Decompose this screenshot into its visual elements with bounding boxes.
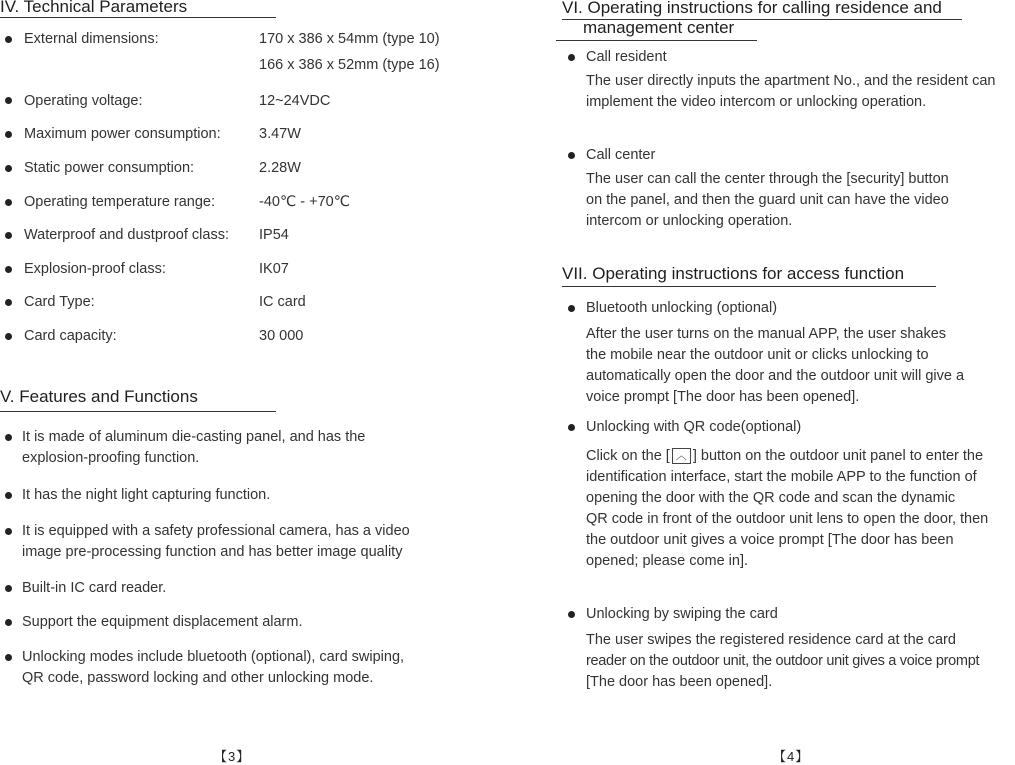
- unlock-key-icon: ︿: [672, 448, 691, 464]
- bullet-icon: [5, 266, 12, 273]
- feature-line: image pre-processing function and has better image quality: [22, 544, 403, 560]
- bullet-icon: [5, 232, 12, 239]
- bullet-icon: [5, 36, 12, 43]
- param-value: -40℃ - +70℃: [259, 194, 351, 210]
- body-line: voice prompt [The door has been opened].: [586, 389, 860, 405]
- body-line: [586, 446, 988, 467]
- body-line: the outdoor unit gives a voice prompt [The door has been: [586, 532, 954, 548]
- feature-line: explosion-proofing function.: [22, 450, 200, 466]
- bullet-icon: [5, 131, 12, 138]
- feature-item: [22, 521, 410, 563]
- bullet-icon: [5, 492, 12, 499]
- section-vi-title-line2: management center: [583, 18, 735, 37]
- body-line: implement the video intercom or unlocking operation.: [586, 94, 927, 110]
- section-iv-underline: [0, 17, 276, 18]
- bullet-icon: [568, 305, 575, 312]
- page-number-left: 【3】: [214, 749, 251, 764]
- item-body: [586, 446, 988, 572]
- feature-line: Built-in IC card reader.: [22, 580, 167, 596]
- section-vii-underline: [562, 286, 936, 287]
- bullet-icon: [5, 199, 12, 206]
- feature-item: [22, 612, 303, 633]
- param-value: 12~24VDC: [259, 93, 331, 109]
- item-body: [586, 169, 949, 232]
- feature-item: [22, 647, 404, 689]
- section-v-title: V. Features and Functions: [0, 387, 198, 406]
- param-label: Explosion-proof class:: [24, 261, 166, 277]
- param-label: Operating temperature range:: [24, 194, 216, 210]
- item-title: Call resident: [586, 49, 667, 65]
- param-value: 170 x 386 x 54mm (type 10): [259, 31, 440, 47]
- item-title: Bluetooth unlocking (optional): [586, 300, 778, 316]
- body-line: on the panel, and then the guard unit can have the video: [586, 192, 949, 208]
- body-line: The user can call the center through the [security] button: [586, 171, 949, 187]
- item-body: [586, 630, 979, 693]
- body-line: The user swipes the registered residence card at the card: [586, 632, 956, 648]
- body-line: The user directly inputs the apartment No., and the resident can: [586, 73, 996, 89]
- param-value: 30 000: [259, 328, 304, 344]
- section-vi-title-line1: VI. Operating instructions for calling residence and: [562, 0, 942, 17]
- item-title: Unlocking by swiping the card: [586, 606, 778, 622]
- bullet-icon: [5, 585, 12, 592]
- body-text: Click on the [: [586, 448, 670, 464]
- feature-line: It is made of aluminum die-casting panel, and has the: [22, 429, 366, 445]
- param-value-2: 166 x 386 x 52mm (type 16): [259, 57, 440, 73]
- bullet-icon: [5, 528, 12, 535]
- bullet-icon: [568, 54, 575, 61]
- body-line: the mobile near the outdoor unit or clicks unlocking to: [586, 347, 929, 363]
- section-vii-title: VII. Operating instructions for access function: [562, 264, 905, 283]
- bullet-icon: [5, 654, 12, 661]
- item-title: Call center: [586, 147, 656, 163]
- param-label: Card Type:: [24, 294, 95, 310]
- section-vi-underline-2: [556, 40, 757, 41]
- body-line: opening the door with the QR code and scan the dynamic: [586, 490, 956, 506]
- body-line: After the user turns on the manual APP, the user shakes: [586, 326, 947, 342]
- feature-line: Unlocking modes include bluetooth (optional), card swiping,: [22, 649, 405, 665]
- bullet-icon: [5, 299, 12, 306]
- body-text: ] button on the outdoor unit panel to enter the: [692, 448, 984, 464]
- bullet-icon: [568, 152, 575, 159]
- bullet-icon: [5, 434, 12, 441]
- param-value: IP54: [259, 227, 289, 243]
- feature-line: Support the equipment displacement alarm.: [22, 614, 303, 630]
- feature-line: It is equipped with a safety professional camera, has a video: [22, 523, 410, 539]
- body-line: identification interface, start the mobile APP to the function of: [586, 469, 977, 485]
- param-label: Operating voltage:: [24, 93, 143, 109]
- feature-item: [22, 427, 365, 469]
- bullet-icon: [5, 619, 12, 626]
- bullet-icon: [568, 424, 575, 431]
- feature-line: It has the night light capturing function.: [22, 487, 271, 503]
- body-line: automatically open the door and the outdoor unit will give a: [586, 368, 965, 384]
- item-title: Unlocking with QR code(optional): [586, 419, 802, 435]
- param-label: Card capacity:: [24, 328, 117, 344]
- param-label: Maximum power consumption:: [24, 126, 221, 142]
- body-line: QR code in front of the outdoor unit lens to open the door, then: [586, 511, 989, 527]
- body-line: [The door has been opened].: [586, 674, 773, 690]
- param-label: Waterproof and dustproof class:: [24, 227, 229, 243]
- body-line: intercom or unlocking operation.: [586, 213, 793, 229]
- bullet-icon: [5, 97, 12, 104]
- item-body: [586, 324, 964, 408]
- feature-item: [22, 578, 166, 599]
- page-number-right: 【4】: [773, 749, 810, 764]
- body-line: opened; please come in].: [586, 553, 749, 569]
- param-label: Static power consumption:: [24, 160, 195, 176]
- feature-item: [22, 485, 270, 506]
- item-body: [586, 71, 995, 113]
- param-value: IK07: [259, 261, 289, 277]
- param-value: IC card: [259, 294, 306, 310]
- feature-line: QR code, password locking and other unlocking mode.: [22, 670, 374, 686]
- body-line: reader on the outdoor unit, the outdoor unit gives a voice prompt: [586, 653, 980, 669]
- bullet-icon: [5, 333, 12, 340]
- param-value: 2.28W: [259, 160, 301, 176]
- param-label: External dimensions:: [24, 31, 159, 47]
- bullet-icon: [5, 165, 12, 172]
- section-v-underline: [0, 411, 276, 412]
- bullet-icon: [568, 611, 575, 618]
- section-iv-title: IV. Technical Parameters: [0, 0, 188, 16]
- param-value: 3.47W: [259, 126, 301, 142]
